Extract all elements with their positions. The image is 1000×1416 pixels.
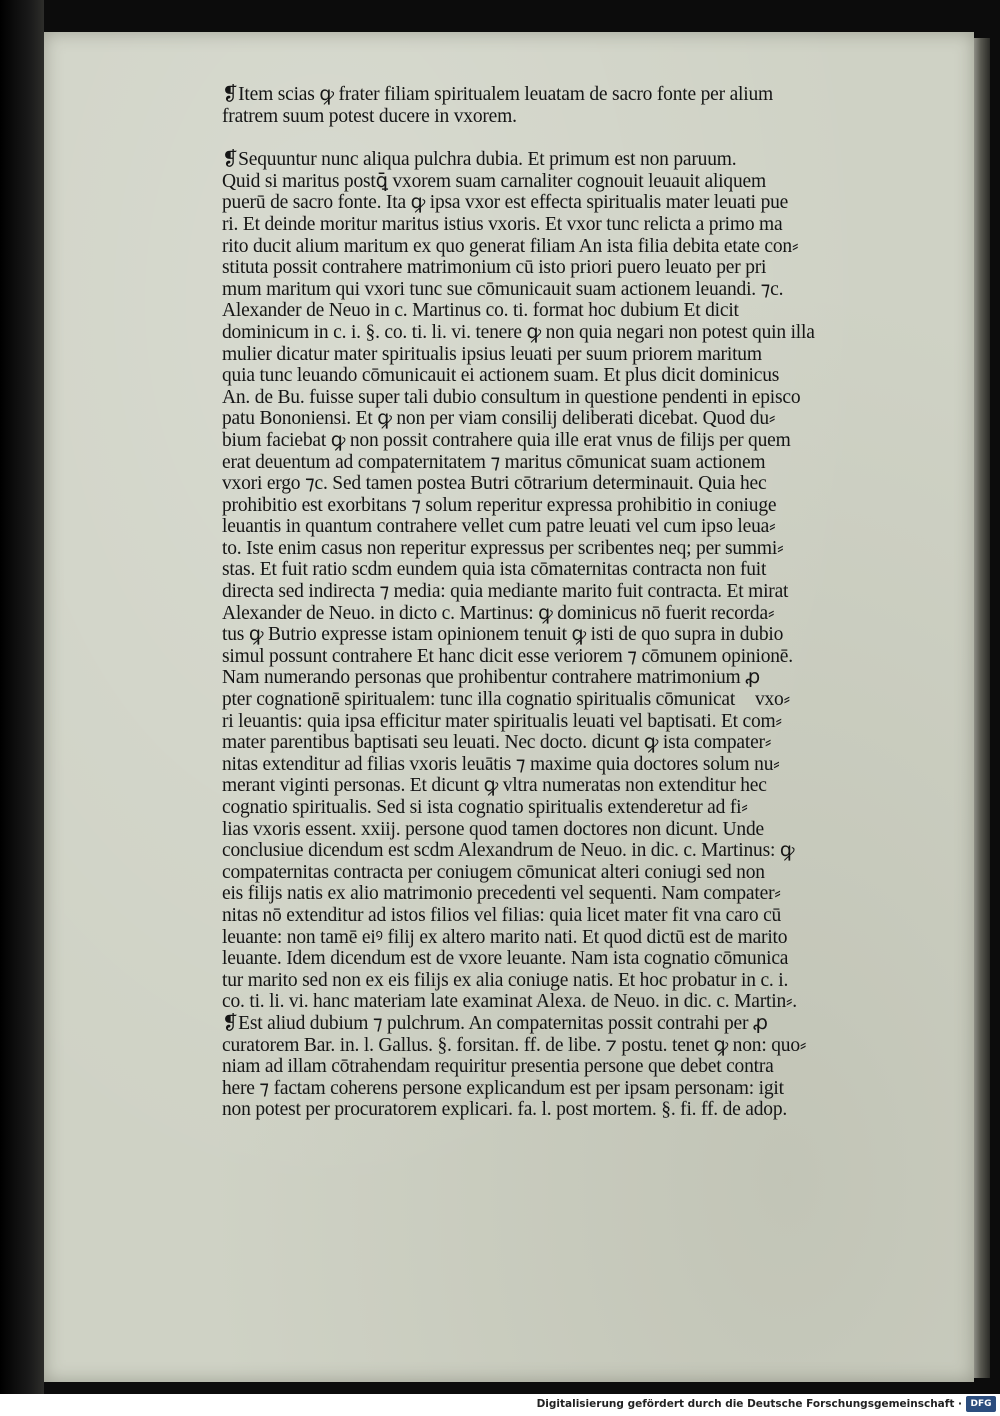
text-line: cognatio spiritualis. Sed si ista cognatio spiritualis extenderetur ad fi⸗ bbox=[222, 797, 748, 818]
text-line: directa sed indirecta ⁊ media: quia mediante marito fuit contracta. Et miratᷓ bbox=[222, 581, 804, 603]
text-line: pter cognationē spiritualem: tunc illa cognatio spiritualis cōmunicatᷓ vxo⸗ bbox=[222, 689, 790, 711]
text-line: fratrem suum potest ducere in vxorem. bbox=[222, 105, 517, 127]
text-line: mum maritum qui vxori tunc sue cōmunicauit suam actionem leuandi. ⁊c. bbox=[222, 278, 784, 300]
book-binding bbox=[0, 0, 44, 1394]
text-line: lias vxoris essent. xxiij. persone quod tamen doctores non dicunt. Unde bbox=[222, 818, 764, 840]
text-line: quia tunc leuando cōmunicauit ei actionem suam. Et plus dicit dominicus bbox=[222, 365, 780, 387]
text-line: nitas nō extenditur ad istos filios vel filias: quia licet mater fit vna caro cū bbox=[222, 904, 782, 926]
paragraph-gap bbox=[222, 127, 934, 149]
text-line: leuante. Idem dicendum est de vxore leuante. Nam ista cognatio cōmunica bbox=[222, 948, 789, 970]
text-line: niam ad illam cōtrahendam requiritur presentia persone que debet contra bbox=[222, 1056, 774, 1078]
text-line: tur marito sed non ex eis filijs ex alia coniuge natis. Et hoc probatur in c. i. bbox=[222, 969, 789, 991]
text-line: Nam numerando personas que prohibentur contrahere matrimonium ꝓ bbox=[222, 667, 761, 689]
text-line: tus ꝙ Butrio expresse istam opinionem tenuit ꝙ isti de quo supra in dubio bbox=[222, 624, 784, 646]
text-line: stas. Et fuit ratio scdm eundem quia ista cōmaternitas contracta non fuit bbox=[222, 559, 767, 581]
text-line: mulier dicatur mater spiritualis ipsius leuati per suum priorem maritum bbox=[222, 343, 762, 365]
text-line: puerū de sacro fonte. Ita ꝙ ipsa vxor est effecta spiritualis mater leuati pue bbox=[222, 192, 789, 214]
page-text bbox=[222, 84, 934, 1121]
text-line: patu Bononiensi. Et ꝙ non per viam consilij deliberati dicebat. Quod du⸗ bbox=[222, 408, 776, 430]
text-line: Quid si maritus postꝗ̄ vxorem suam carnaliter cognouit leuauit aliquem bbox=[222, 170, 766, 192]
text-line: non potest per procuratorem explicari. fa. l. post mortem. §. fi. ff. de adop. bbox=[222, 1099, 788, 1121]
paragraph bbox=[222, 84, 934, 127]
text-line: nitas extenditur ad filias vxoris leuātis ⁊ maxime quia doctores solum nu⸗ bbox=[222, 753, 780, 775]
text-line: An. de Bu. fuisse super tali dubio consultum in questione pendenti in episco bbox=[222, 386, 801, 408]
text-line: here ⁊ factam coherens persone explicandum est per ipsam personam: igitᷓ bbox=[222, 1077, 800, 1099]
text-line: rito ducit alium maritum ex quo generat filiam An ista filia debita etate con⸗ bbox=[222, 235, 799, 257]
text-line: ❡Est aliud dubium ⁊ pulchrum. An compaternitas possit contrahi per ꝓ bbox=[222, 1012, 768, 1034]
text-line: mater parentibus baptisati seu leuati. Nec docto. dicunt ꝙ ista compater⸗ bbox=[222, 732, 772, 754]
text-line: leuante: non tamē eiꝰ filij ex altero marito nati. Et quod dictū est de marito bbox=[222, 926, 788, 948]
text-line: curatorem Bar. in. l. Gallus. §. forsitan. ff. de libe. ⁊ postu. tenet ꝙ non: quo⸗ bbox=[222, 1034, 807, 1056]
text-line: to. Iste enim casus non reperitur expressus per scribentes neq; per summi⸗ bbox=[222, 537, 784, 559]
text-line: simul possunt contrahere Et hanc dicit esse veriorem ⁊ cōmunem opinionē. bbox=[222, 645, 793, 667]
text-line: leuantis in quantum contrahere vellet cum patre leuati vel cum ipso leua⸗ bbox=[222, 516, 776, 538]
text-line: conclusiue dicendum est scdm Alexandrum de Neuo. in dic. c. Martinus: ꝙ bbox=[222, 840, 795, 862]
text-line: Alexander de Neuo. in dicto c. Martinus: ꝙ dominicus nō fuerit recorda⸗ bbox=[222, 602, 775, 624]
footer-credit: Digitalisierung gefördert durch die Deutsche Forschungsgemeinschaft · bbox=[536, 1398, 962, 1410]
text-line: co. ti. li. vi. hanc materiam late examinat Alexa. de Neuo. in dic. c. Martin⸗. bbox=[222, 991, 797, 1013]
text-line: ri leuantis: quia ipsa efficitur mater spiritualis leuati vel baptisati. Et com⸗ bbox=[222, 710, 782, 732]
text-line: ❡Item scias ꝙ frater filiam spiritualem leuatam de sacro fonte per alium bbox=[222, 84, 773, 105]
text-line: stituta possit contrahere matrimonium cū isto priori puero leuato per pri bbox=[222, 257, 767, 279]
page-edge bbox=[974, 38, 990, 1378]
text-line: merant viginti personas. Et dicunt ꝙ vltra numeratas non extenditur hec bbox=[222, 775, 767, 797]
text-line: ❡Sequuntur nunc aliqua pulchra dubia. Et primum est non paruum. bbox=[222, 149, 737, 171]
text-line: eis filijs natis ex alio matrimonio precedenti vel sequenti. Nam compater⸗ bbox=[222, 883, 781, 905]
dfg-logo-icon: DFG bbox=[966, 1396, 996, 1412]
text-line: Alexander de Neuo in c. Martinus co. ti. format hoc dubium Et dicit bbox=[222, 300, 739, 322]
paragraph bbox=[222, 149, 934, 1121]
text-line: vxori ergo ⁊c. Sed tamen postea Butri cōtrarium determinauit. Quia hec bbox=[222, 473, 767, 495]
text-line: ri. Et deinde moritur maritus istius vxoris. Et vxor tunc relicta a primo ma bbox=[222, 213, 783, 235]
text-line: dominicum in c. i. §. co. ti. li. vi. tenere ꝙ non quia negari non potest quin illa bbox=[222, 321, 815, 343]
text-line: erat deuentum ad compaternitatem ⁊ maritus cōmunicat suam actionem bbox=[222, 451, 766, 473]
footer-bar bbox=[0, 1394, 1000, 1416]
text-line: bium faciebat ꝙ non possit contrahere quia ille erat vnus de filijs per quem bbox=[222, 429, 791, 451]
text-line: prohibitio est exorbitans ⁊ solum reperitur expressa prohibitio in coniuge bbox=[222, 494, 777, 516]
text-line: compaternitas contracta per coniugem cōmunicat alteri coniugi sed non bbox=[222, 861, 765, 883]
